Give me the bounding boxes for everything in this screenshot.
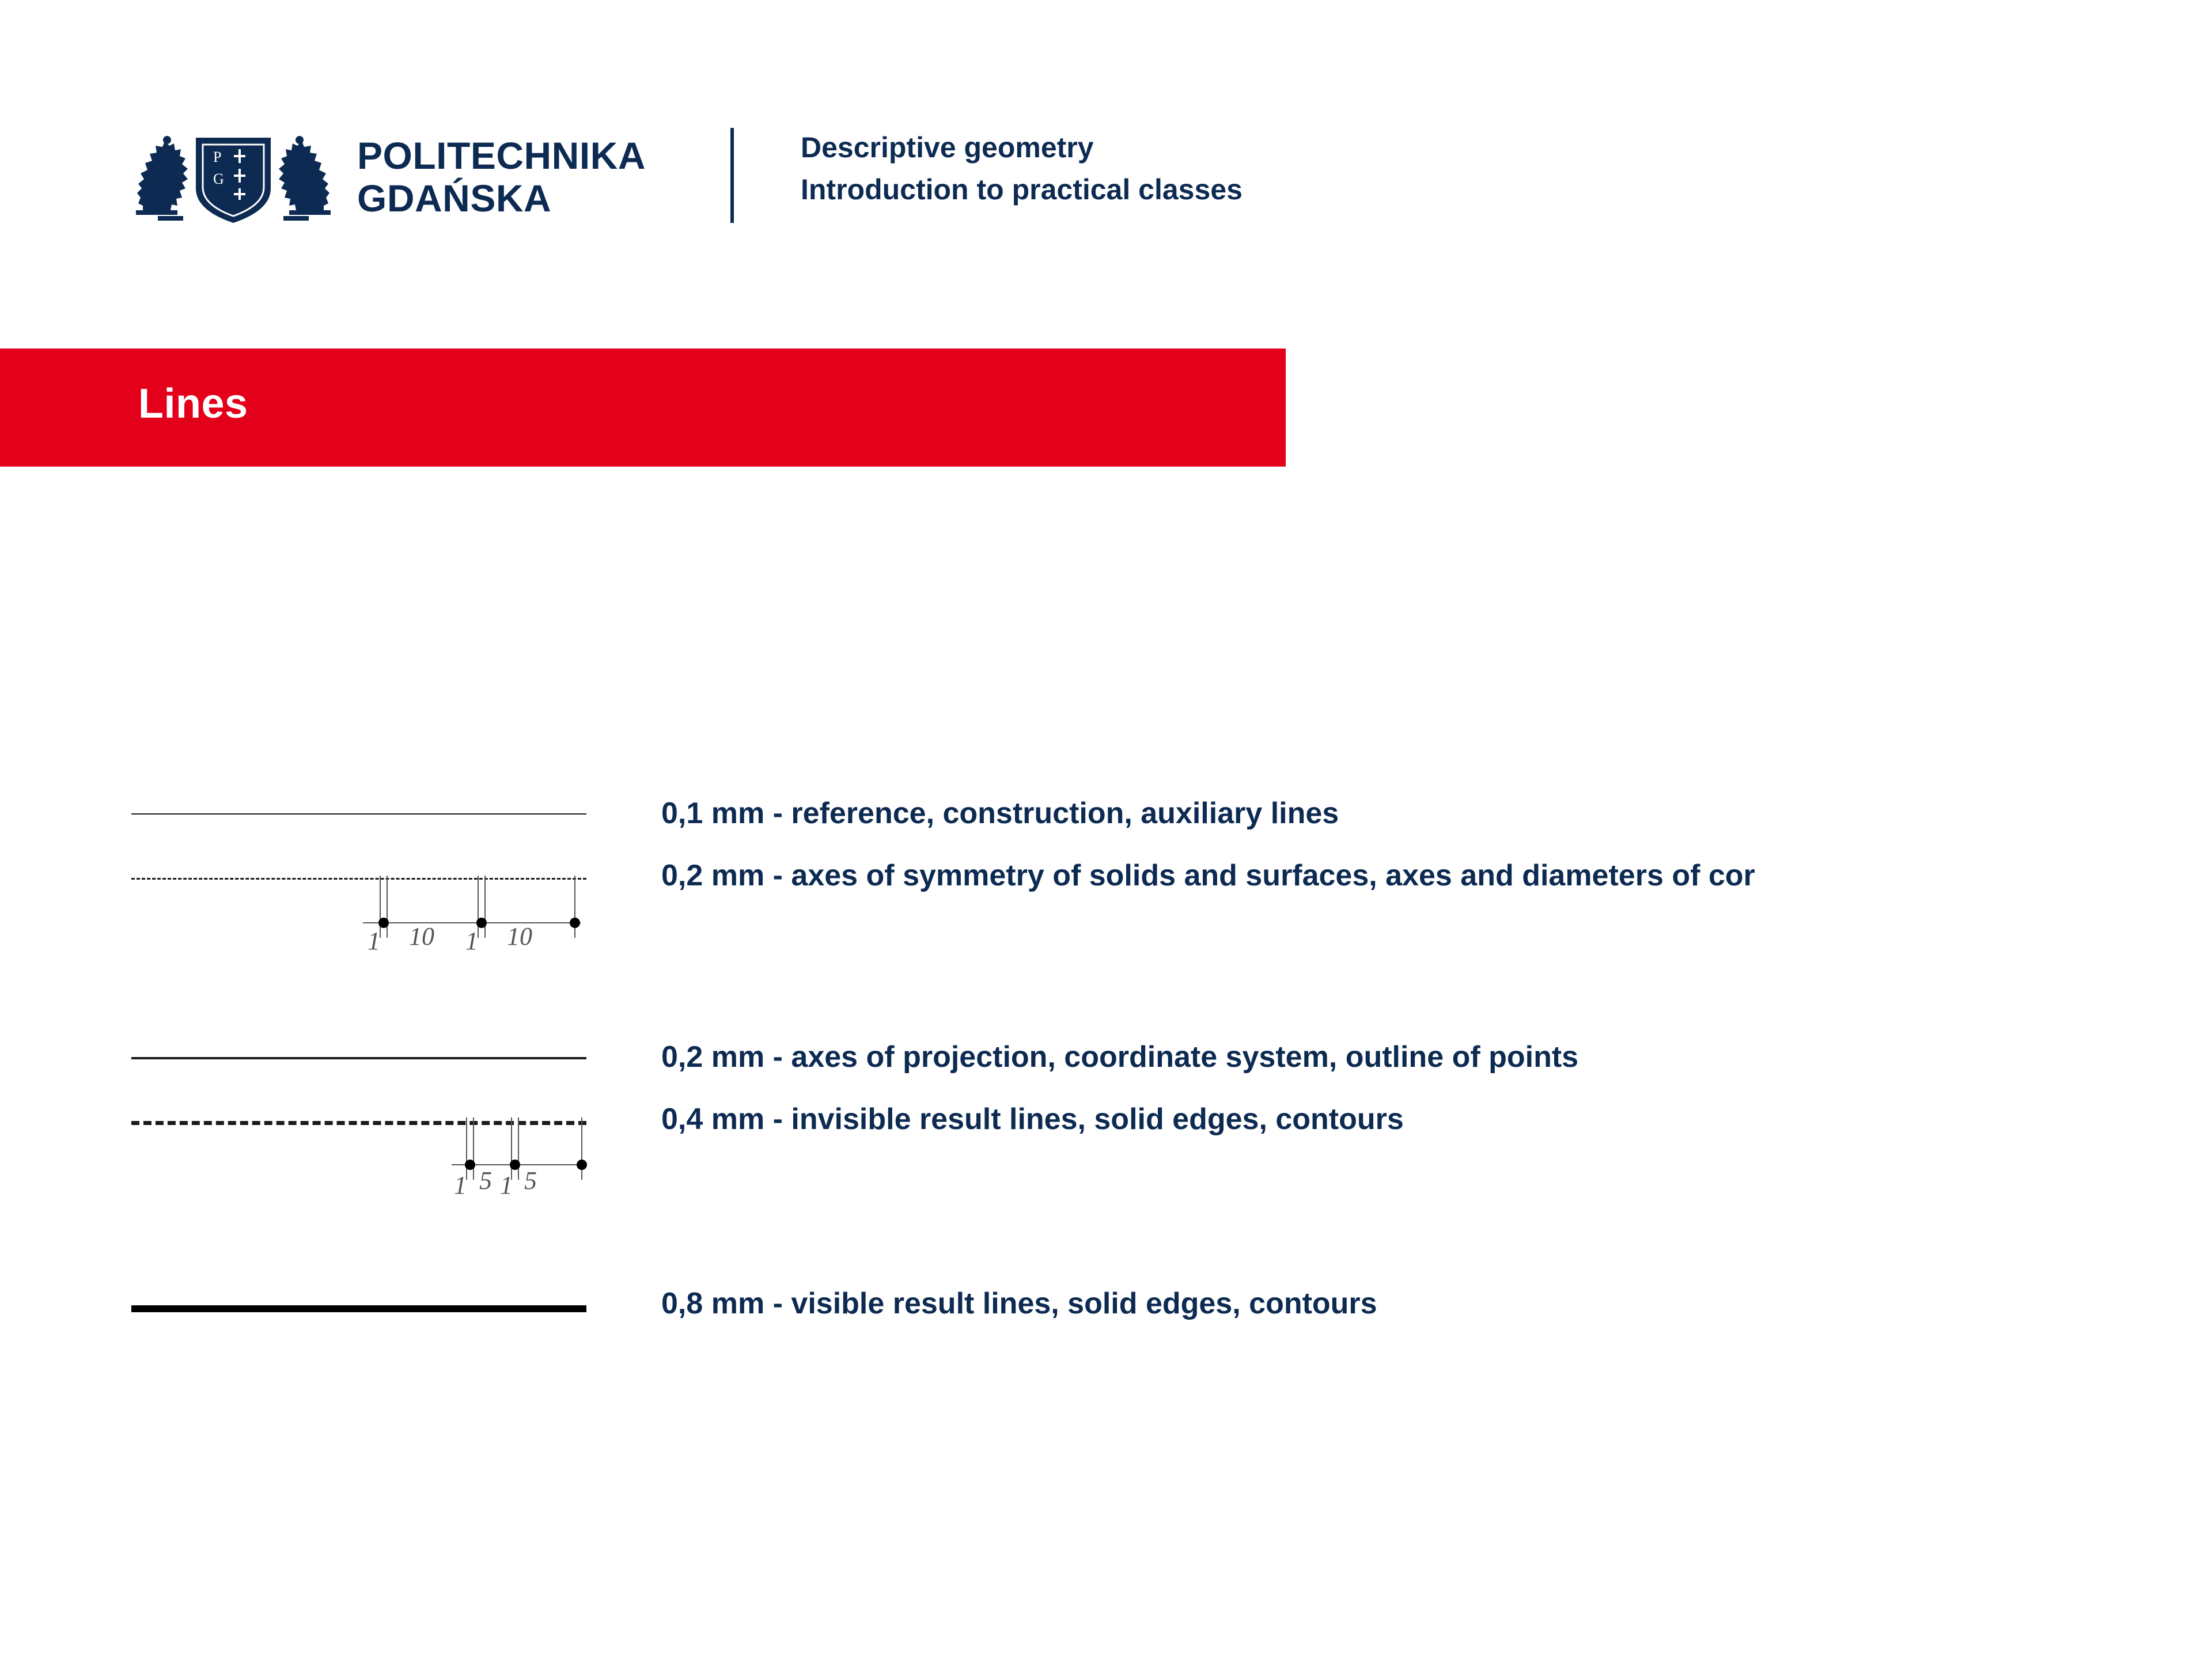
line-description-0-2mm: 0,2 mm - axes of projection, coordinate system, outline of points	[661, 1040, 1579, 1074]
svg-text:G: G	[213, 171, 224, 187]
svg-text:P: P	[213, 149, 222, 165]
dimension-label: 5	[524, 1166, 537, 1195]
line-description-0-2mm-symmetry: 0,2 mm - axes of symmetry of solids and surfaces, axes and diameters of cor	[661, 859, 1755, 892]
line-description-0-4mm: 0,4 mm - invisible result lines, solid edges, contours	[661, 1103, 1404, 1136]
dimension-label: 1	[368, 927, 380, 955]
dimension-label: 1	[465, 927, 478, 955]
dimension-label: 1	[500, 1171, 513, 1199]
course-subtitle-line2: Introduction to practical classes	[801, 173, 1243, 206]
line-description-0-1mm: 0,1 mm - reference, construction, auxiliary lines	[661, 797, 1339, 830]
line-description-0-8mm: 0,8 mm - visible result lines, solid edges, contours	[661, 1287, 1377, 1320]
page-title: Lines	[138, 381, 248, 427]
dimension-sketch-dashed	[444, 1118, 588, 1199]
course-subtitle-line1: Descriptive geometry	[801, 131, 1094, 164]
dimension-label: 1	[454, 1171, 467, 1199]
dimension-label: 10	[507, 922, 532, 950]
line-sample-0-8mm	[131, 1305, 586, 1312]
dimension-label: 5	[479, 1166, 492, 1195]
line-sample-0-1mm	[131, 813, 586, 815]
line-sample-0-2mm	[131, 1057, 586, 1059]
university-name-line1: POLITECHNIKA	[357, 134, 646, 177]
dimension-label: 10	[409, 922, 434, 950]
dimension-sketch-dashdot	[340, 876, 582, 953]
university-name-line2: GDAŃSKA	[357, 176, 552, 219]
